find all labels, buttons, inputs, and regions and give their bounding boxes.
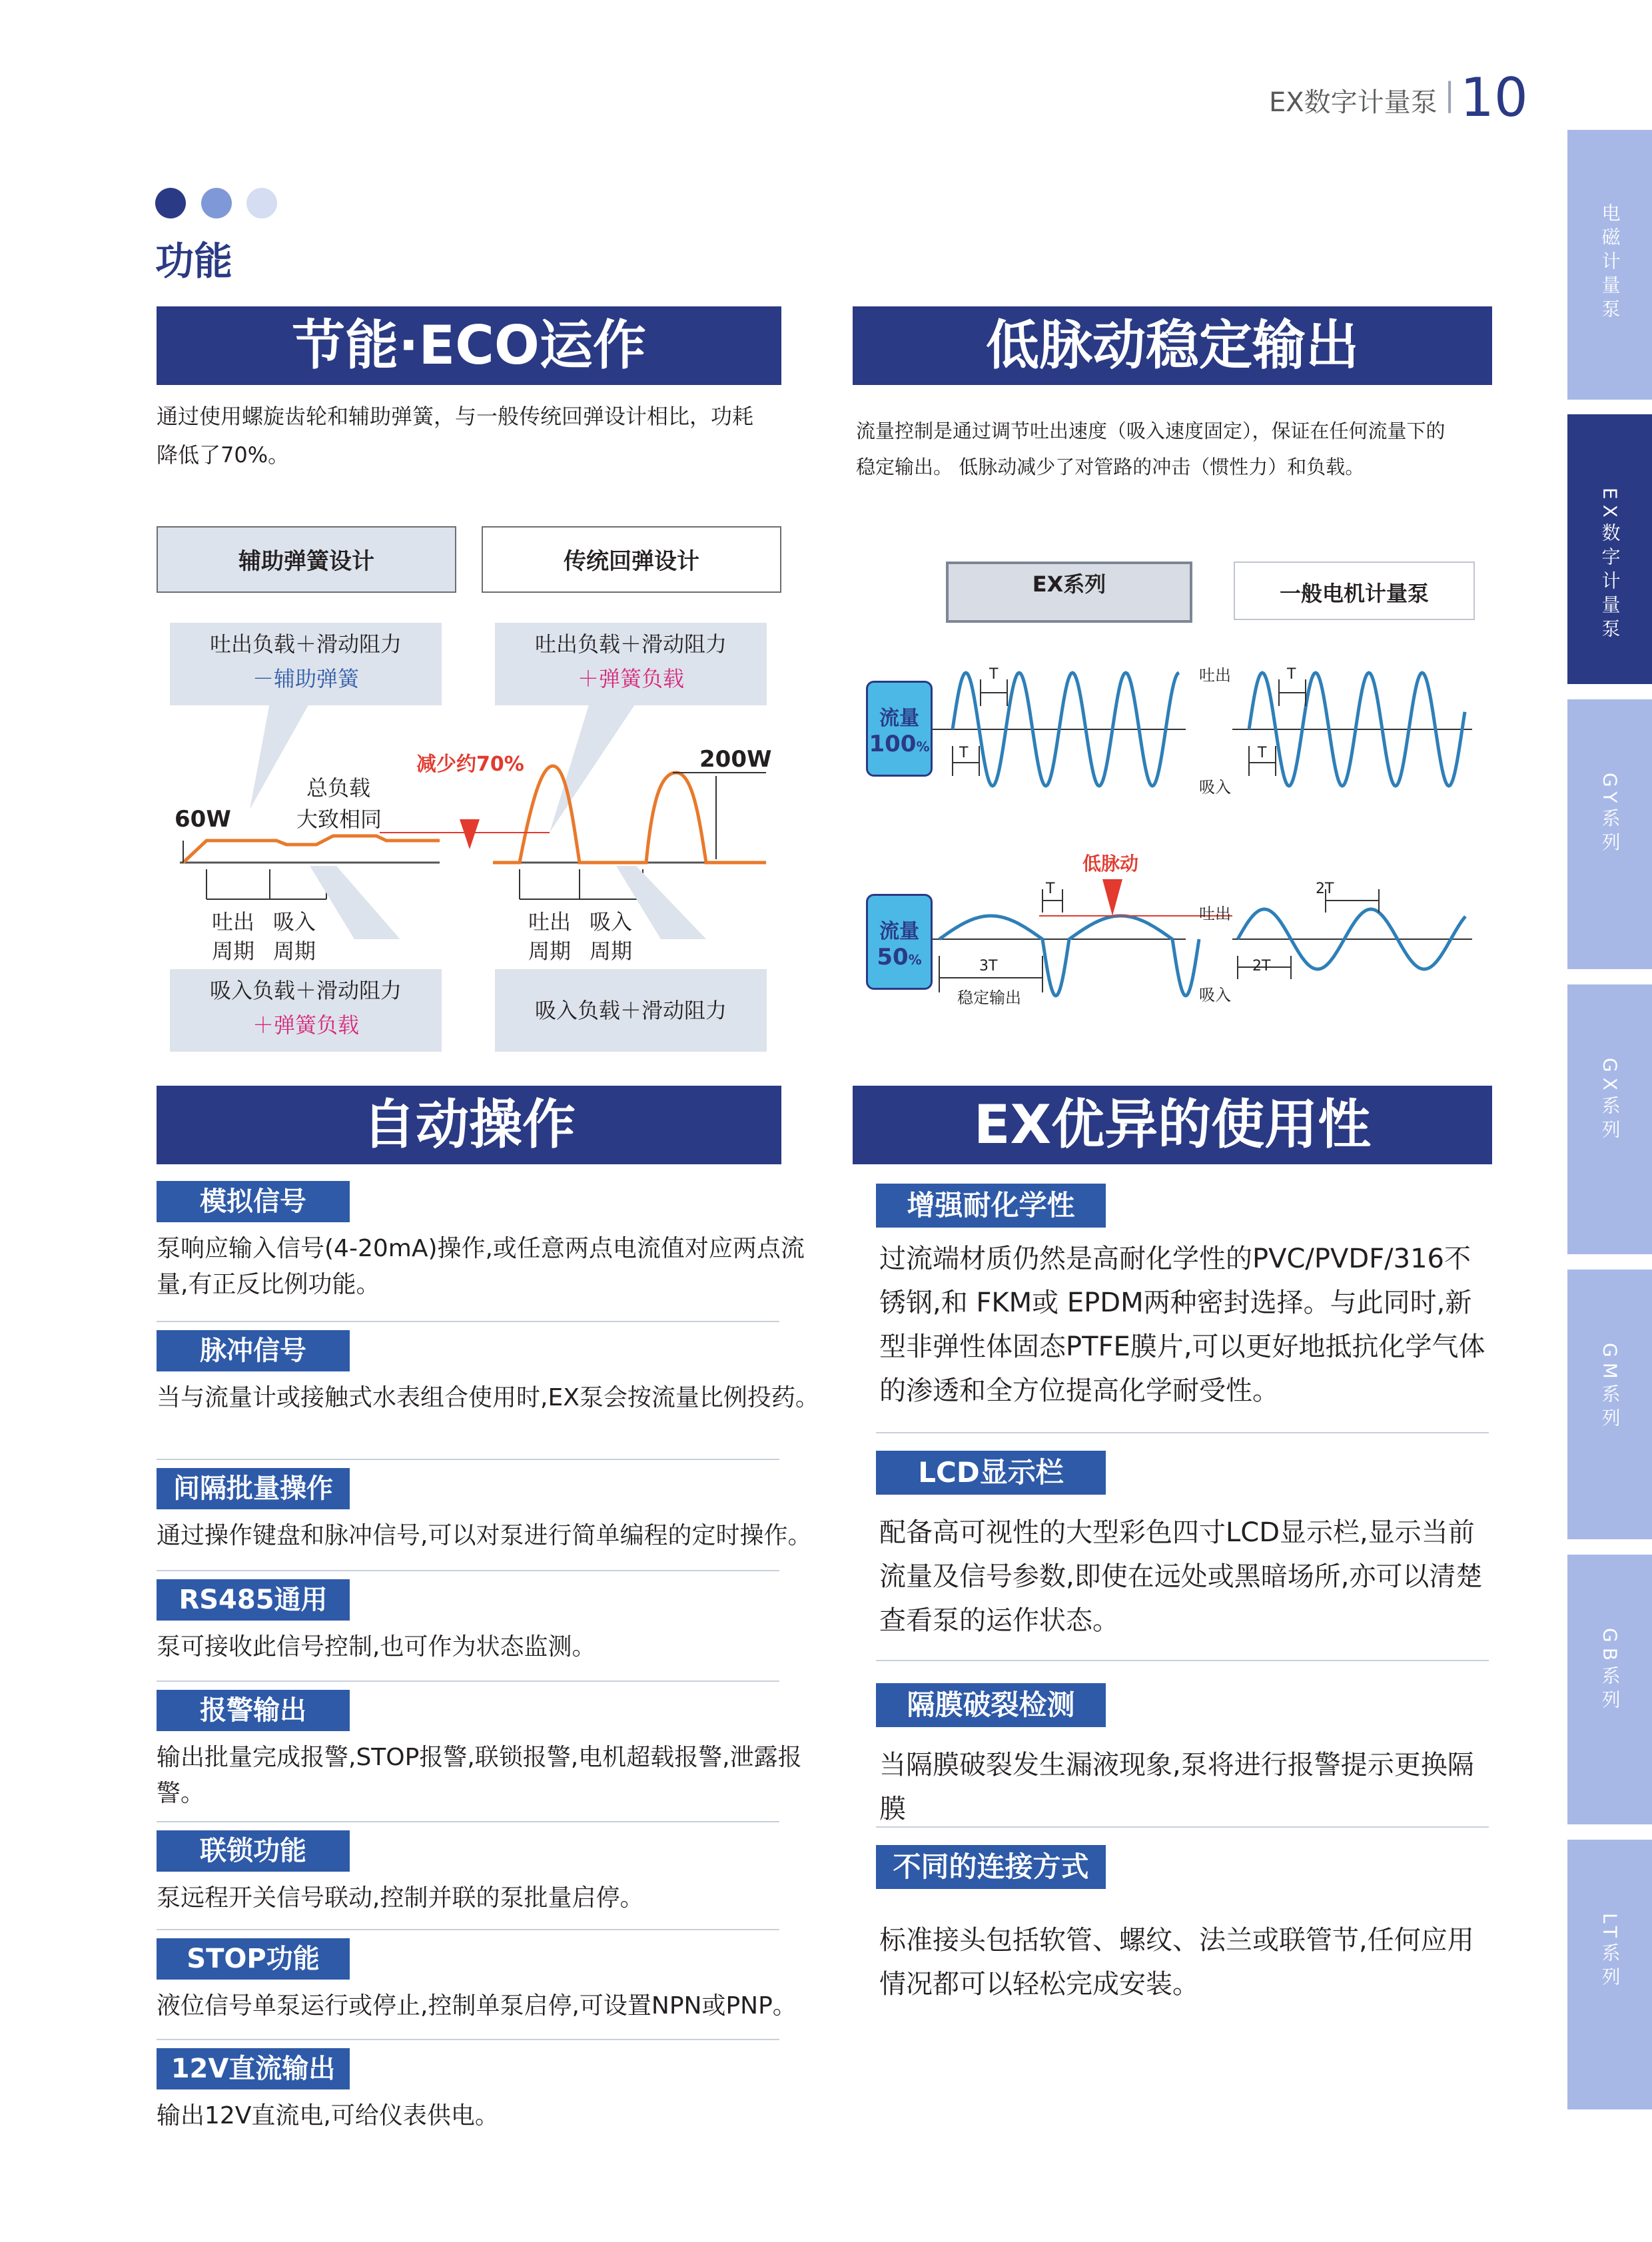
t-label-3: T	[1287, 666, 1296, 683]
auto-desc-7: 输出12V直流电,可给仪表供电。	[157, 2102, 499, 2129]
flow100-label: 流量	[879, 707, 919, 730]
auto-tag-2: 间隔批量操作	[157, 1468, 350, 1509]
side-tab-ex[interactable]: EX数字计量泵	[1567, 414, 1652, 684]
auto-divider	[157, 1929, 779, 1930]
eco-left-callout	[250, 703, 310, 809]
pulse-discharge-top: 吐出	[1199, 666, 1231, 685]
auto-desc-6: 液位信号单泵运行或停止,控制单泵启停,可设置NPN或PNP。	[157, 1992, 797, 2020]
eco-left-bottom-callout	[310, 866, 403, 939]
eco-right-bottom-line: 吸入负载＋滑动阻力	[534, 998, 727, 1023]
eco-left-suction: 吸入 周期	[273, 909, 316, 964]
auto-desc-3: 泵可接收此信号控制,也可作为状态监测。	[157, 1633, 596, 1661]
eco-right-top-line1: 吐出负载＋滑动阻力	[534, 631, 727, 657]
eco-left-bottom-box	[170, 969, 442, 1052]
usability-desc-0: 过流端材质仍然是高耐化学性的PVC/PVDF/316不锈钢,和 FKM或 EPDM两种密封选择。与此同时,新型非弹性体固态PTFE膜片,可以更好地抵抗化学气体的渗透和全方位提高化学耐受性。	[879, 1244, 1485, 1406]
auto-desc-2: 通过操作键盘和脉冲信号,可以对泵进行简单编程的定时操作。	[157, 1522, 812, 1549]
side-tab-gm[interactable]: GM系列	[1567, 1270, 1652, 1539]
eco-right-load-line	[493, 766, 766, 863]
usability-tag-2: 隔膜破裂检测	[876, 1683, 1106, 1727]
side-tab-lt[interactable]: LT系列	[1567, 1840, 1652, 2109]
side-tab-gb[interactable]: GB系列	[1567, 1555, 1652, 1824]
t2-label-2: 2T	[1252, 958, 1271, 974]
eco-left-top-line1: 吐出负载＋滑动阻力	[209, 631, 402, 657]
t2-label-1: 2T	[1316, 881, 1334, 897]
usability-tag-1: LCD显示栏	[876, 1451, 1106, 1495]
auto-desc-5: 泵远程开关信号联动,控制并联的泵批量启停。	[157, 1884, 644, 1912]
eco-down-arrow	[460, 819, 480, 849]
pulse-wave-chart	[933, 659, 1485, 1006]
auto-desc-1: 当与流量计或接触式水表组合使用时,EX泵会按流量比例投药。	[157, 1384, 819, 1411]
eco-right-top-line2: ＋弹簧负载	[577, 666, 684, 691]
stable-output-label: 稳定输出	[957, 988, 1021, 1007]
pulse-suction-top: 吸入	[1199, 778, 1231, 797]
header-separator: |	[1444, 76, 1455, 113]
eco-left-bottom-line1: 吸入负载＋滑动阻力	[209, 978, 402, 1003]
eco-left-top-line2: －辅助弹簧	[252, 666, 359, 691]
eco-right-callout	[550, 703, 636, 833]
auto-tag-0: 模拟信号	[157, 1181, 350, 1222]
auto-divider	[157, 2039, 779, 2040]
eco-right-suction: 吸入 周期	[590, 909, 633, 964]
usability-desc-2: 当隔膜破裂发生漏液现象,泵将进行报警提示更换隔膜	[879, 1750, 1474, 1824]
eco-right-top-box	[495, 623, 767, 705]
side-tab-electromagnetic[interactable]: 电磁计量泵	[1567, 130, 1652, 400]
auto-divider	[157, 1570, 779, 1571]
section-title: 功能	[155, 238, 233, 284]
eco-reduce-label: 减少约70%	[416, 753, 524, 776]
wave-ex-50	[939, 916, 1199, 996]
eco-60w: 60W	[175, 806, 231, 833]
eco-total-load-2: 大致相同	[296, 807, 382, 832]
auto-tag-3: RS485通用	[157, 1579, 350, 1621]
t-label-1: T	[989, 666, 999, 683]
pulse-general-label: 一般电机计量泵	[1279, 581, 1429, 606]
eco-right-label: 传统回弹设计	[564, 548, 699, 575]
header-product: EX数字计量泵	[1269, 87, 1438, 118]
dot-light	[246, 188, 277, 218]
usability-title: EX优异的使用性	[853, 1086, 1492, 1164]
low-pulse-arrow	[1102, 879, 1122, 916]
usability-desc-1: 配备高可视性的大型彩色四寸LCD显示栏,显示当前流量及信号参数,即使在远处或黑暗场所,亦可以清楚查看泵的运作状态。	[879, 1517, 1483, 1636]
eco-left-top-box	[170, 623, 442, 705]
pulse-desc-1: 流量控制是通过调节吐出速度（吸入速度固定），保证在任何流量下的	[856, 420, 1446, 442]
pulse-discharge-bottom: 吐出	[1199, 905, 1231, 923]
eco-left-bottom-line2: ＋弹簧负载	[252, 1012, 359, 1038]
auto-divider	[157, 1459, 779, 1460]
auto-tag-5: 联锁功能	[157, 1830, 350, 1872]
eco-right-bottom-box	[495, 969, 767, 1052]
eco-left-label: 辅助弹簧设计	[238, 548, 374, 575]
t-label-5: T	[1046, 881, 1055, 897]
auto-desc-4: 输出批量完成报警,STOP报警,联锁报警,电机超载报警,泄露报警。	[157, 1744, 802, 1807]
flow50-label: 流量	[879, 920, 919, 943]
usability-tag-0: 增强耐化学性	[876, 1184, 1106, 1228]
flow50-value: 50%	[877, 944, 922, 970]
pulse-ex-label: EX系列	[1032, 571, 1106, 597]
auto-divider	[157, 1821, 779, 1822]
dot-mid	[201, 188, 232, 218]
usability-divider	[876, 1826, 1489, 1828]
usability-desc-3: 标准接头包括软管、螺纹、法兰或联管节,任何应用情况都可以轻松完成安装。	[879, 1925, 1474, 2000]
eco-load-chart	[157, 699, 783, 939]
eco-desc: 通过使用螺旋齿轮和辅助弹簧，与一般传统回弹设计相比，功耗降低了70%。	[157, 404, 754, 468]
usability-divider	[876, 1432, 1489, 1433]
auto-tag-6: STOP功能	[157, 1938, 350, 1980]
auto-title: 自动操作	[157, 1086, 781, 1164]
auto-divider	[157, 1321, 779, 1322]
page-number: 10	[1460, 67, 1528, 129]
flow100-badge	[866, 681, 933, 777]
eco-right-discharge: 吐出 周期	[528, 909, 572, 964]
pulse-title: 低脉动稳定输出	[853, 306, 1492, 385]
auto-tag-1: 脉冲信号	[157, 1330, 350, 1371]
t3-label: 3T	[979, 958, 998, 974]
usability-divider	[876, 1660, 1489, 1661]
dot-dark	[155, 188, 186, 218]
auto-tag-4: 报警输出	[157, 1690, 350, 1731]
eco-title: 节能·ECO运作	[157, 306, 781, 385]
eco-200w: 200W	[699, 746, 772, 773]
eco-left-discharge: 吐出 周期	[212, 909, 255, 964]
side-tab-gy[interactable]: GY系列	[1567, 699, 1652, 969]
pulse-desc-2: 稳定输出。 低脉动减少了对管路的冲击（惯性力）和负载。	[856, 456, 1365, 478]
pulse-suction-bottom: 吸入	[1199, 986, 1231, 1004]
eco-total-load-1: 总负载	[306, 775, 371, 801]
flow50-badge	[866, 894, 933, 990]
t-label-4: T	[1258, 745, 1267, 761]
low-pulse-label: 低脉动	[1082, 853, 1139, 875]
t-label-2: T	[959, 745, 969, 761]
auto-divider	[157, 1681, 779, 1682]
flow100-value: 100%	[869, 731, 930, 757]
side-tab-gx[interactable]: GX系列	[1567, 984, 1652, 1254]
auto-desc-0: 泵响应输入信号(4-20mA)操作,或任意两点电流值对应两点流量,有正反比例功能。	[157, 1235, 805, 1298]
auto-tag-7: 12V直流输出	[157, 2048, 350, 2089]
usability-tag-3: 不同的连接方式	[876, 1845, 1106, 1889]
eco-left-load-line	[183, 836, 440, 863]
